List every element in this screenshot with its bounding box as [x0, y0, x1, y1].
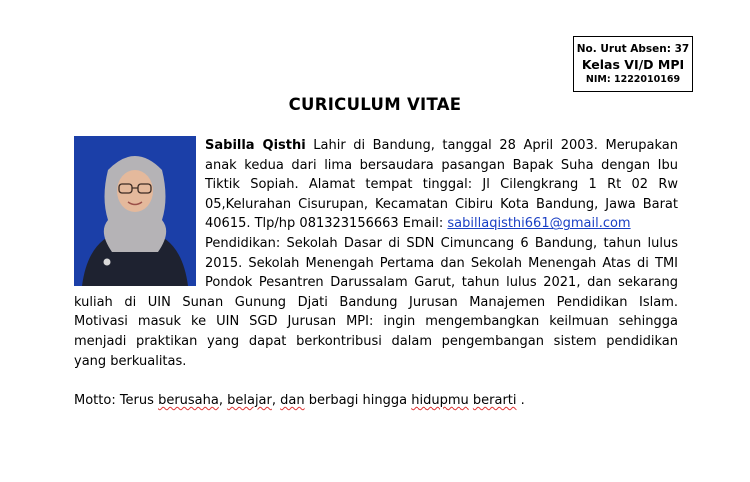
bio-line-4: 05,Kelurahan Cisurupan, Kecamatan Cibiru Kota Bandung, Jawa Barat: [205, 196, 678, 212]
absen-number: No. Urut Absen: 37: [576, 43, 690, 55]
profile-photo: [74, 136, 196, 286]
motivation-line-3: yang berkualitas.: [74, 353, 187, 369]
motivation-line-1: Motivasi masuk ke UIN SGD Jurusan MPI: ingin mengembangkan keilmuan sehingga: [74, 314, 678, 330]
education-line-2: 2015. Sekolah Menengah Pertama dan Sekolah Menengah Atas di TMI: [205, 255, 678, 271]
student-name: Sabilla Qisthi: [205, 138, 306, 153]
portrait-image: [74, 136, 196, 286]
education-line-1: Pendidikan: Sekolah Dasar di SDN Cimuncang 6 Bandung, tahun lulus: [205, 236, 678, 251]
motivation-line-2: menjadi praktikan yang dapat berkontribusi dalam pengembangan sistem pendidikan: [74, 334, 678, 349]
student-id-box: [573, 36, 693, 92]
page-title: CURICULUM VITAE: [288, 95, 462, 114]
education-line-4: kuliah di UIN Sunan Gunung Djati Bandung Jurusan Manajemen Pendidikan Islam.: [74, 294, 678, 310]
bio-line-2: anak kedua dari lima bersaudara pasangan Bapak Suha dengan Ibu: [205, 157, 678, 173]
spellcheck-word: berusaha: [158, 393, 219, 408]
class-label: Kelas VI/D MPI: [581, 57, 685, 72]
spellcheck-word: hidupmu: [411, 393, 469, 408]
bio-line-1: Sabilla Qisthi Lahir di Bandung, tanggal 28 April 2003. Merupakan: [205, 138, 678, 153]
email-link[interactable]: sabillaqisthi661@gmail.com: [447, 216, 631, 232]
spellcheck-word: berarti: [472, 393, 517, 408]
education-line-3: Pondok Pesantren Darussalam Garut, tahun lulus 2021, dan sekarang: [205, 275, 678, 291]
nim-label: NIM: 1222010169: [585, 74, 681, 85]
spellcheck-word: belajar: [227, 393, 272, 408]
bio-line-3: Tiktik Sopiah. Alamat tempat tinggal: Jl Cilengkrang 1 Rt 02 Rw: [205, 177, 678, 193]
motto-line: Motto: Terus berusaha, belajar, dan berbagi hingga hidupmu berarti .: [74, 393, 525, 408]
spellcheck-word: dan: [280, 393, 305, 408]
bio-line-5: 40615. Tlp/hp 081323156663 Email: sabillaqisthi661@gmail.com: [205, 216, 631, 232]
